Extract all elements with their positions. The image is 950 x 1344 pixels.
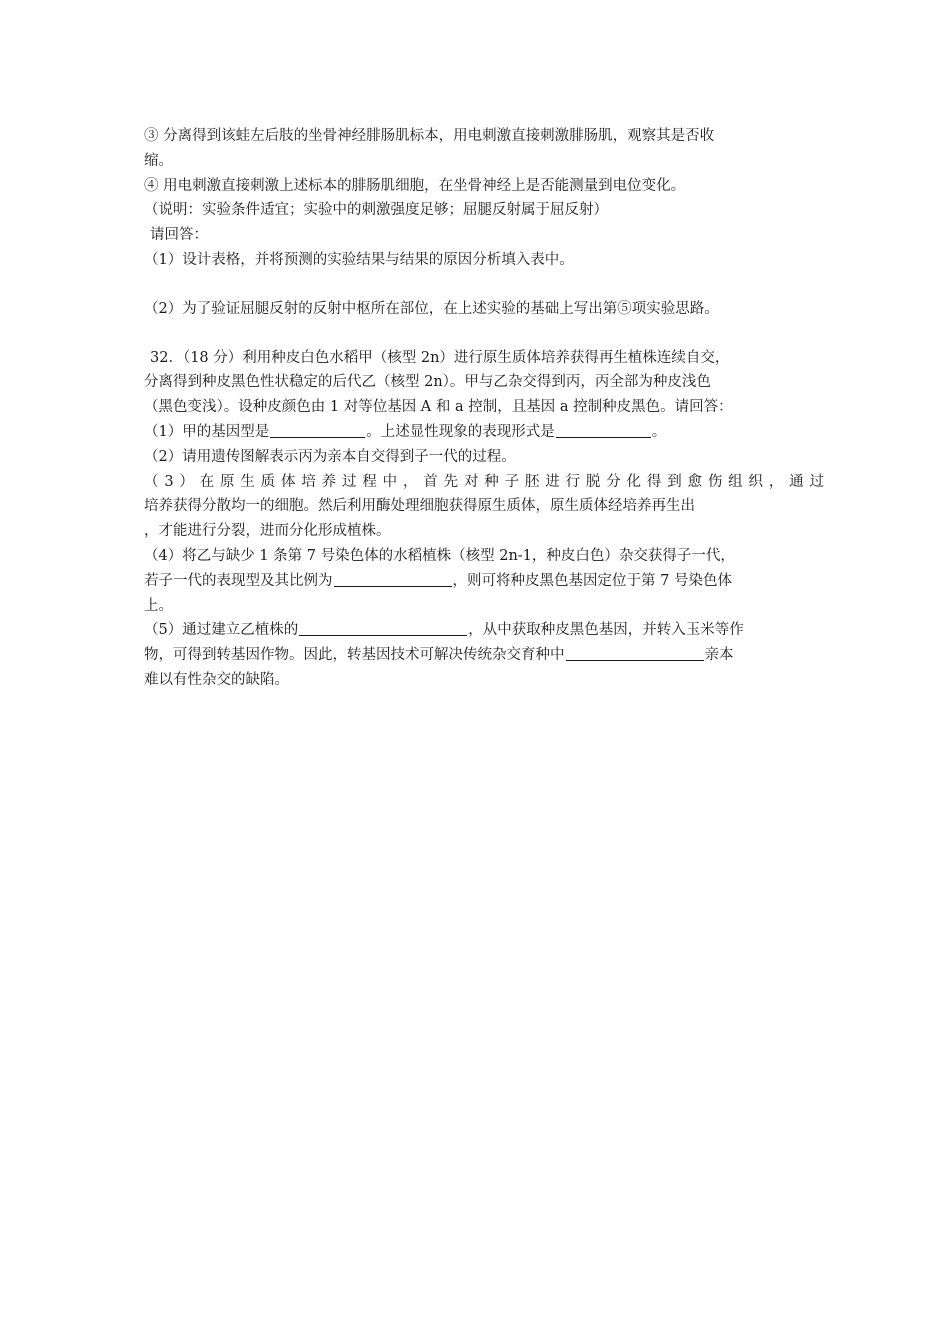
q32-part-4-line-2 xyxy=(144,569,824,594)
q32-part-1-text-c: 。 xyxy=(651,423,667,440)
parents-answer-blank[interactable] xyxy=(566,644,704,661)
q32-part-3-line-1: （3）在原生质体培养过程中，首先对种子胚进行脱分化得到愈伤组织，通过 xyxy=(144,473,824,490)
q32-part-4-text-a: 若子一代的表现型及其比例为 xyxy=(144,572,333,589)
answer-prompt: 请回答： xyxy=(150,227,208,244)
q32-part-5-text-a: （5）通过建立乙植株的 xyxy=(144,622,299,639)
q32-part-4-text-b: ，则可将种皮黑色基因定位于第 7 号染色体 xyxy=(452,572,732,589)
q32-part-5-text-b: ，从中获取种皮黑色基因，并转入玉米等作 xyxy=(468,622,744,639)
q32-part-5-text-c: 物，可得到转基因作物。因此，转基因技术可解决传统杂交育种中 xyxy=(144,647,565,664)
q32-part-5-text-d: 亲本 xyxy=(704,647,734,664)
q32-part-5-line-3: 难以有性杂交的缺陷。 xyxy=(144,671,289,688)
answer-space-2 xyxy=(144,322,824,346)
q32-part-2: （2）请用遗传图解表示丙为亲本自交得到子一代的过程。 xyxy=(144,448,516,465)
q32-intro-line-1: 32．（18 分）利用种皮白色水稻甲（核型 2n）进行原生质体培养获得再生植株连续自交， xyxy=(150,349,730,366)
q32-intro-line-3: （黑色变浅）。设种皮颜色由 1 对等位基因 A 和 a 控制，且基因 a 控制种皮黑色。请回答： xyxy=(144,399,733,416)
q32-part-1-text-a: （1）甲的基因型是 xyxy=(144,423,270,440)
q32-part-3-line-2: 培养获得分散均一的细胞。然后利用酶处理细胞获得原生质体，原生质体经培养再生出 xyxy=(144,498,695,515)
step-3-line-2: 缩。 xyxy=(144,152,173,169)
dominance-form-answer-blank[interactable] xyxy=(556,421,651,438)
answer-space-1 xyxy=(144,273,824,297)
question-1: （1）设计表格，并将预测的实验结果与结果的原因分析填入表中。 xyxy=(144,251,574,268)
q32-part-4-line-3: 上。 xyxy=(144,597,173,614)
document-page xyxy=(144,124,824,693)
step-4: ④ 用电刺激直接刺激上述标本的腓肠肌细胞，在坐骨神经上是否能测量到电位变化。 xyxy=(144,177,686,194)
phenotype-ratio-answer-blank[interactable] xyxy=(334,570,452,587)
step-3-line-1: ③ 分离得到该蛙左后肢的坐骨神经腓肠肌标本，用电刺激直接刺激腓肠肌，观察其是否收 xyxy=(144,128,715,144)
experiment-note: （说明：实验条件适宜；实验中的刺激强度足够；屈腿反射属于屈反射） xyxy=(144,202,608,219)
q32-part-1 xyxy=(144,420,824,445)
library-answer-blank[interactable] xyxy=(299,619,467,636)
q32-part-1-text-b: 。上述显性现象的表现形式是 xyxy=(366,423,555,440)
genotype-answer-blank[interactable] xyxy=(270,421,365,438)
q32-part-5-line-2 xyxy=(144,643,824,668)
q32-intro-line-2: 分离得到种皮黑色性状稳定的后代乙（核型 2n）。甲与乙杂交得到丙，丙全部为种皮浅色 xyxy=(144,374,711,391)
q32-part-3-line-3: ，才能进行分裂，进而分化形成植株。 xyxy=(144,523,391,540)
q32-part-5-line-1 xyxy=(144,618,824,643)
question-2: （2）为了验证屈腿反射的反射中枢所在部位，在上述实验的基础上写出第⑤项实验思路。 xyxy=(144,300,719,317)
q32-part-4-line-1: （4）将乙与缺少 1 条第 7 号染色体的水稻植株（核型 2n-1，种皮白色）杂交获得子一代， xyxy=(144,547,735,564)
